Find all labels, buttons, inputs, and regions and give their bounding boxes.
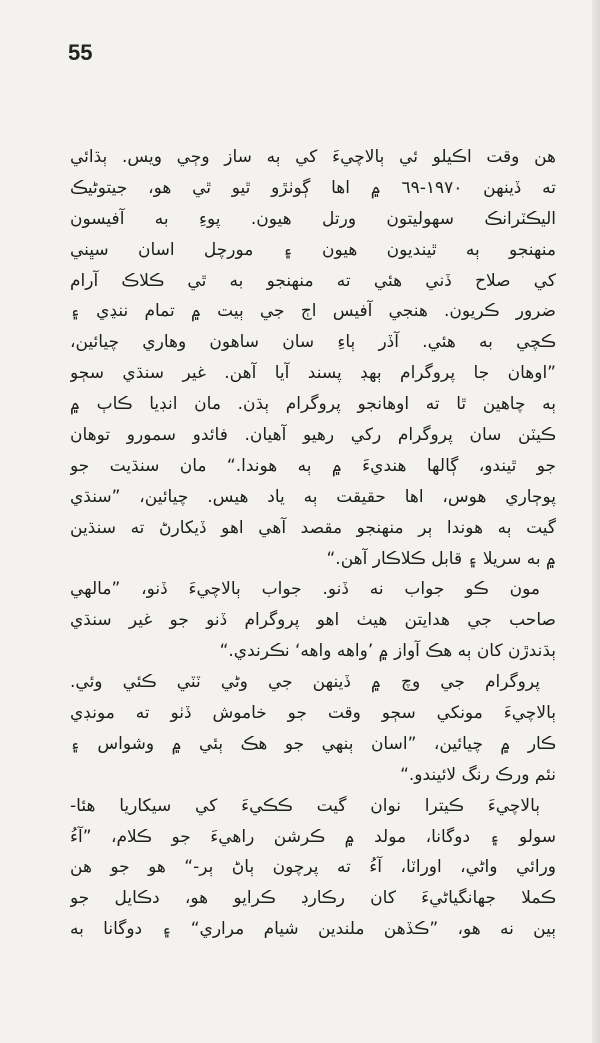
text-line: ضرور ڪريون. هنجي آفيس اڄ جي ٻيت ۾ تمام ننڍي ۽ [70, 301, 556, 322]
text-line: ته ڏينهن ١٩٧٠-٦٩ ۾ اها ڳوٺڙو ٿيو ٿي هو، جيتوڻيڪ [70, 177, 556, 198]
page-number: 55 [68, 40, 93, 65]
paragraph-end-line: نئم ورڪ رنگ لائيندو.“ [400, 764, 556, 785]
page-body-text [70, 142, 556, 945]
text-line: ورائي واڻي، اوراٽا، آءُ ته پرچون ٻاڻ ٻر-“ هو جو هن [70, 857, 556, 878]
text-line: سولو ۽ دوگانا، مولد ۾ ڪرشن راهيءَ جو ڪلام، ”آءُ [70, 826, 556, 847]
text-line: ٻه چاهين ٿا ته اوهانجو پروگرام ٻڌن. مان انڊيا ڪاٻ ۾ [70, 394, 556, 415]
text-line: جو ٿيندو، ڳالها هنديءَ ۾ ٻه هوندا.“ مان سنڌيت جو [70, 455, 556, 476]
text-line: هن وقت اڪيلو ئي ٻالاچيءَ کي ٻه ساز وڄي ويس. ٻڌائي [70, 147, 556, 167]
text-line: ”اوهان جا پروگرام ٻهڊ پسند آيا آهن. غير سنڌي سڄو [70, 363, 556, 384]
paragraph-start-line: پروگرام جي وچ ۾ ڏينهن جي وڻي ٽٽي ڪئي وئي. [70, 672, 540, 693]
text-line: ٻالاچيءَ مونکي سڄو وقت جو خاموش ڏٺو ته مونڊي [70, 703, 556, 724]
text-line: ڪار ۾ چيائين، ”اسان ٻنهي جو هڪ ٻئي ۾ وشواس ۽ [70, 733, 556, 754]
text-line: منهنجو ٻه ٿينديون هيون ۽ مورچل اسان سڀني [70, 239, 556, 260]
text-line: ٻين نه هو، ”ڪڏهن ملندين شيام مراري“ ۽ دوگانا به [70, 919, 556, 940]
paragraph-start-line: مون ڪو جواب نه ڏنو. جواب ٻالاچيءَ ڏنو، ”مالهي [70, 579, 540, 600]
text-line: ڪيٽن سان پروگرام رکي رهيو آهيان. فائدو سمورو توهان [70, 425, 556, 446]
text-line: گيت ٻه هوندا ٻر منهنجو مقصد آهي اهو ڏيکارڻ ته سنڌين [70, 517, 556, 538]
text-line: ڪملا جهانگياڻيءَ کان رڪارڊ ڪرايو هو، دڪايل جو [70, 888, 556, 909]
text-line: اليڪٽرانڪ سهوليتون ورتل هيون. پوءِ به آفيسون [70, 208, 556, 229]
paragraph-start-line: ٻالاچيءَ ڪيترا نوان گيت ڪڪيءَ کي سيکاريا هئا- [70, 795, 540, 816]
paragraph-end-line: ٻڌندڙن کان ٻه هڪ آواز ۾ ’واهه واهه‘ نڪرندي.“ [219, 641, 556, 662]
page-edge-shadow [592, 0, 600, 1043]
paragraph-end-line: ۾ به سريلا ۽ قابل ڪلاڪار آهن.“ [326, 548, 556, 569]
text-line: کي صلاح ڏني هئي ته منهنجو به ٿي ڪلاڪ آرام [70, 270, 556, 291]
text-line: پوڄاري هوس، اها حقيقت ٻه ياد هيس. چيائين، ”سنڌي [70, 486, 556, 507]
text-line: ڪچي به هئي. آڏر ٻاءِ سان ساهون وهاري چيائين، [70, 332, 556, 353]
text-line: صاحب جي هدايتن هيٺ اهو پروگرام ڏنو جو غير سنڌي [70, 610, 556, 631]
